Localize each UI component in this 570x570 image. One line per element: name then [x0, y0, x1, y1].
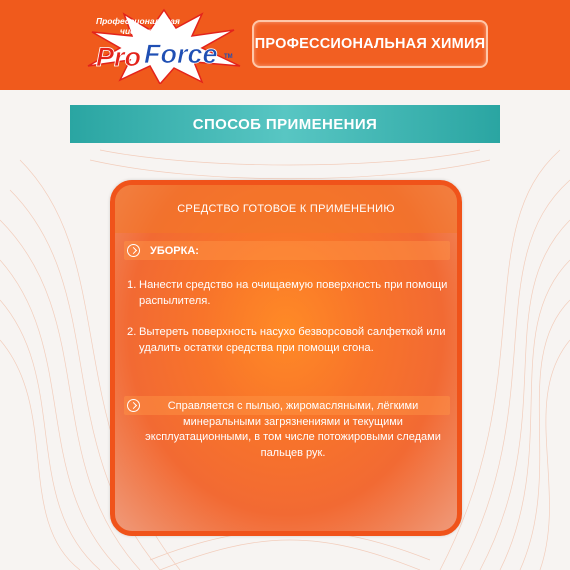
step-text: Вытереть поверхность насухо безворсовой салфеткой или удалить остатки средства при помощи сгона. — [139, 326, 446, 354]
cleaning-label: УБОРКА: — [150, 244, 199, 257]
logo-small-text-2: чистота — [120, 26, 160, 36]
note-text: Справляется с пылью, жиромасляными, лёгкими минеральными загрязнениями и текущими эксплуатационными, в том числе потожировыми следами пальцев рук. — [145, 400, 441, 459]
list-item — [127, 277, 457, 309]
step-number: 2. — [127, 326, 137, 338]
instructions-card — [110, 180, 462, 536]
steps-list — [127, 277, 457, 371]
proforce-logo — [84, 8, 244, 84]
section-title: СПОСОБ ПРИМЕНЕНИЯ — [70, 105, 500, 143]
logo-force: Force — [144, 39, 218, 69]
chevron-right-icon — [127, 244, 140, 257]
list-item — [127, 324, 457, 356]
chevron-right-icon — [127, 399, 140, 412]
logo-pro: Pro — [96, 42, 142, 72]
tagline-box: ПРОФЕССИОНАЛЬНАЯ ХИМИЯ — [252, 20, 488, 68]
card-heading: СРЕДСТВО ГОТОВОЕ К ПРИМЕНЕНИЮ — [115, 185, 457, 233]
trademark-mark: TM — [224, 54, 233, 60]
header-bar — [0, 0, 570, 90]
logo-small-text-1: Профессиональная — [96, 16, 180, 26]
cleaning-row — [124, 241, 450, 260]
step-number: 1. — [127, 279, 137, 291]
step-text: Нанести средство на очищаемую поверхность при помощи распылителя. — [139, 279, 448, 307]
